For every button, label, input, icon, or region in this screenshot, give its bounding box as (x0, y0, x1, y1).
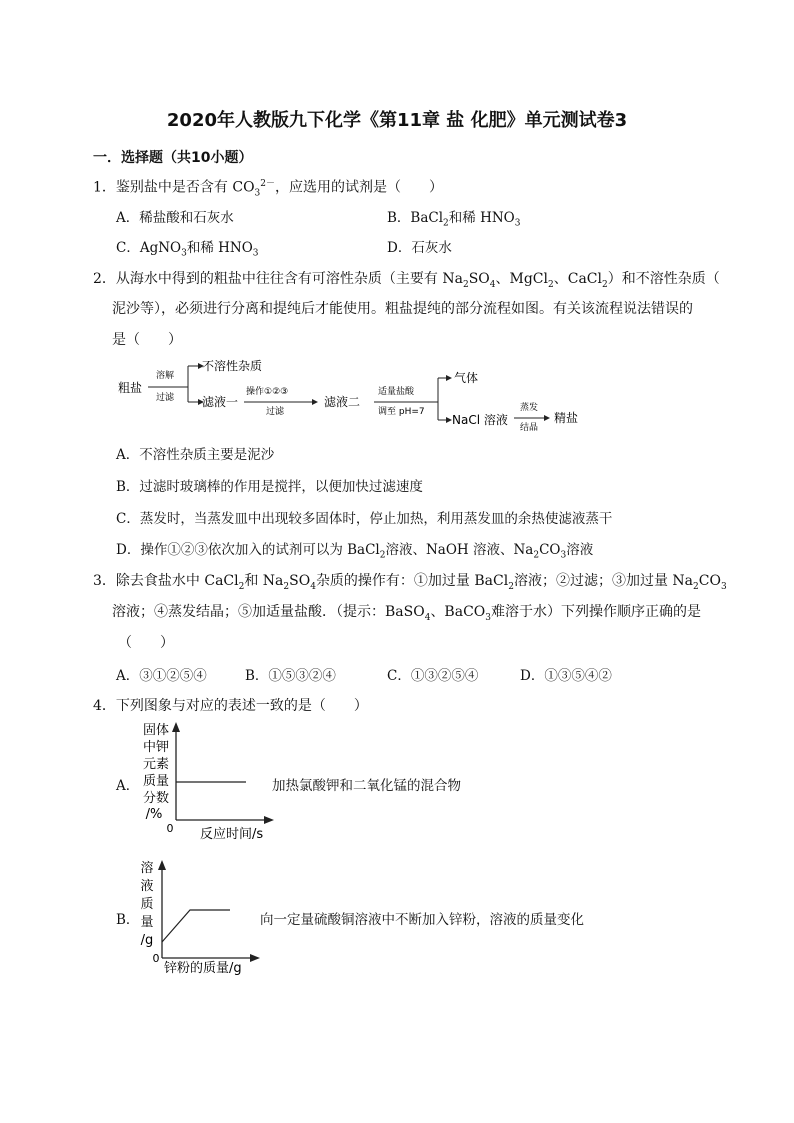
graph-b-ylabel-5: /g (140, 933, 154, 948)
flow-ops: 操作①②③ (246, 387, 289, 397)
graph-b-xlabel: 锌粉的质量/g (164, 961, 242, 976)
q3-option-b: B．①⑤③②④ (245, 668, 336, 684)
flow-filter: 过滤 (156, 393, 175, 403)
flow-acid: 适量盐酸 (378, 387, 415, 397)
graph-a-ylabel-6: /% (145, 807, 163, 822)
q3-option-a: A．③①②⑤④ (116, 668, 207, 684)
graph-b-ylabel-3: 质 (140, 897, 154, 912)
q4-option-a-desc: 加热氯酸钾和二氧化锰的混合物 (272, 778, 461, 794)
flow-filtrate2: 滤液二 (324, 395, 361, 409)
graph-b-line (162, 910, 230, 942)
question-3-line1: 3．除去食盐水中 CaCl$_2$和 $Na_2SO_4$杂质的操作有：①加过量 BaCl$_2$溶液；②过滤；③加过量 $Na_2CO_3$ (93, 573, 727, 592)
graph-a-xlabel: 反应时间/s (200, 827, 264, 842)
q1-option-d: D．石灰水 (387, 240, 452, 256)
graph-a-origin: 0 (166, 822, 174, 835)
q1-option-a: A．稀盐酸和石灰水 (116, 210, 234, 226)
flow-evap: 蒸发 (520, 403, 539, 413)
graph-a-ylabel-5: 分数 (142, 791, 170, 806)
q2-option-a: A．不溶性杂质主要是泥沙 (116, 447, 275, 463)
graph-a-ylabel-1: 固体 (142, 723, 170, 738)
flow-dissolve: 溶解 (156, 371, 175, 381)
flow-fine-salt: 精盐 (554, 411, 579, 425)
q1-option-c: C．AgNO$_3$和稀 $HNO_3$ (116, 240, 259, 259)
flow-cryst: 结晶 (520, 423, 539, 432)
question-3-line2: 溶液；④蒸发结晶；⑤加适量盐酸．（提示：BaSO$_4$、BaCO$_3$难溶于水）下列操作顺序正确的是 (112, 604, 701, 623)
question-2-line1: 2．从海水中得到的粗盐中往往含有可溶性杂质（主要有 $Na_2SO_4$、MgCl$_2$、CaCl$_2$）和不溶性杂质（ (93, 271, 720, 290)
q3-option-c: C．①③②⑤④ (387, 668, 479, 684)
graph-a-ylabel-4: 质量 (142, 774, 170, 789)
flow-adjust: 调至 pH=7 (378, 407, 425, 417)
flow-filter2: 过滤 (266, 407, 285, 417)
question-3-line3: （ ） (118, 635, 174, 651)
q2-option-d: D．操作①②③依次加入的试剂可以为 BaCl$_2$溶液、NaOH 溶液、$Na_2CO_3$溶液 (116, 542, 594, 561)
flow-gas: 气体 (454, 371, 479, 385)
q4-option-b-label: B． (116, 912, 140, 928)
flow-insoluble: 不溶性杂质 (202, 359, 263, 373)
flow-crude-salt: 粗盐 (118, 381, 143, 395)
graph-a-ylabel-3: 元素 (142, 757, 170, 772)
q1-option-b: B．BaCl$_2$和稀 $HNO_3$ (387, 210, 521, 229)
page-title: 2020年人教版九下化学《第11章 盐 化肥》单元测试卷3 (166, 110, 628, 131)
q2-option-b: B．过滤时玻璃棒的作用是搅拌，以便加快过滤速度 (116, 479, 423, 495)
q4-graph-a (134, 718, 274, 842)
flow-filtrate1: 滤液一 (202, 395, 239, 409)
question-4-stem: 4．下列图象与对应的表述一致的是（ ） (93, 698, 368, 714)
question-1-stem: 1．鉴别盐中是否含有 $CO_3^{2-}$，应选用的试剂是（ ） (93, 179, 444, 199)
graph-b-ylabel-4: 量 (140, 915, 154, 930)
q3-option-d: D．①③⑤④② (520, 668, 612, 684)
question-2-line2: 泥沙等），必须进行分离和提纯后才能使用。粗盐提纯的部分流程如图。有关该流程说法错误的 (112, 301, 693, 317)
q4-graph-b (134, 852, 264, 976)
question-2-line3: 是（ ） (112, 332, 182, 348)
flow-nacl: NaCl 溶液 (452, 413, 508, 427)
salt-purification-flowchart (112, 356, 588, 432)
q4-option-a-label: A． (116, 778, 140, 794)
q2-option-c: C．蒸发时，当蒸发皿中出现较多固体时，停止加热，利用蒸发皿的余热使滤液蒸干 (116, 511, 613, 527)
q4-option-b-desc: 向一定量硫酸铜溶液中不断加入锌粉，溶液的质量变化 (260, 912, 584, 928)
graph-a-ylabel-2: 中钾 (142, 740, 170, 755)
graph-b-origin: 0 (152, 952, 160, 965)
section-heading: 一．选择题（共10小题） (93, 150, 253, 166)
graph-b-ylabel-1: 溶 (140, 861, 154, 876)
graph-b-ylabel-2: 液 (140, 879, 154, 894)
